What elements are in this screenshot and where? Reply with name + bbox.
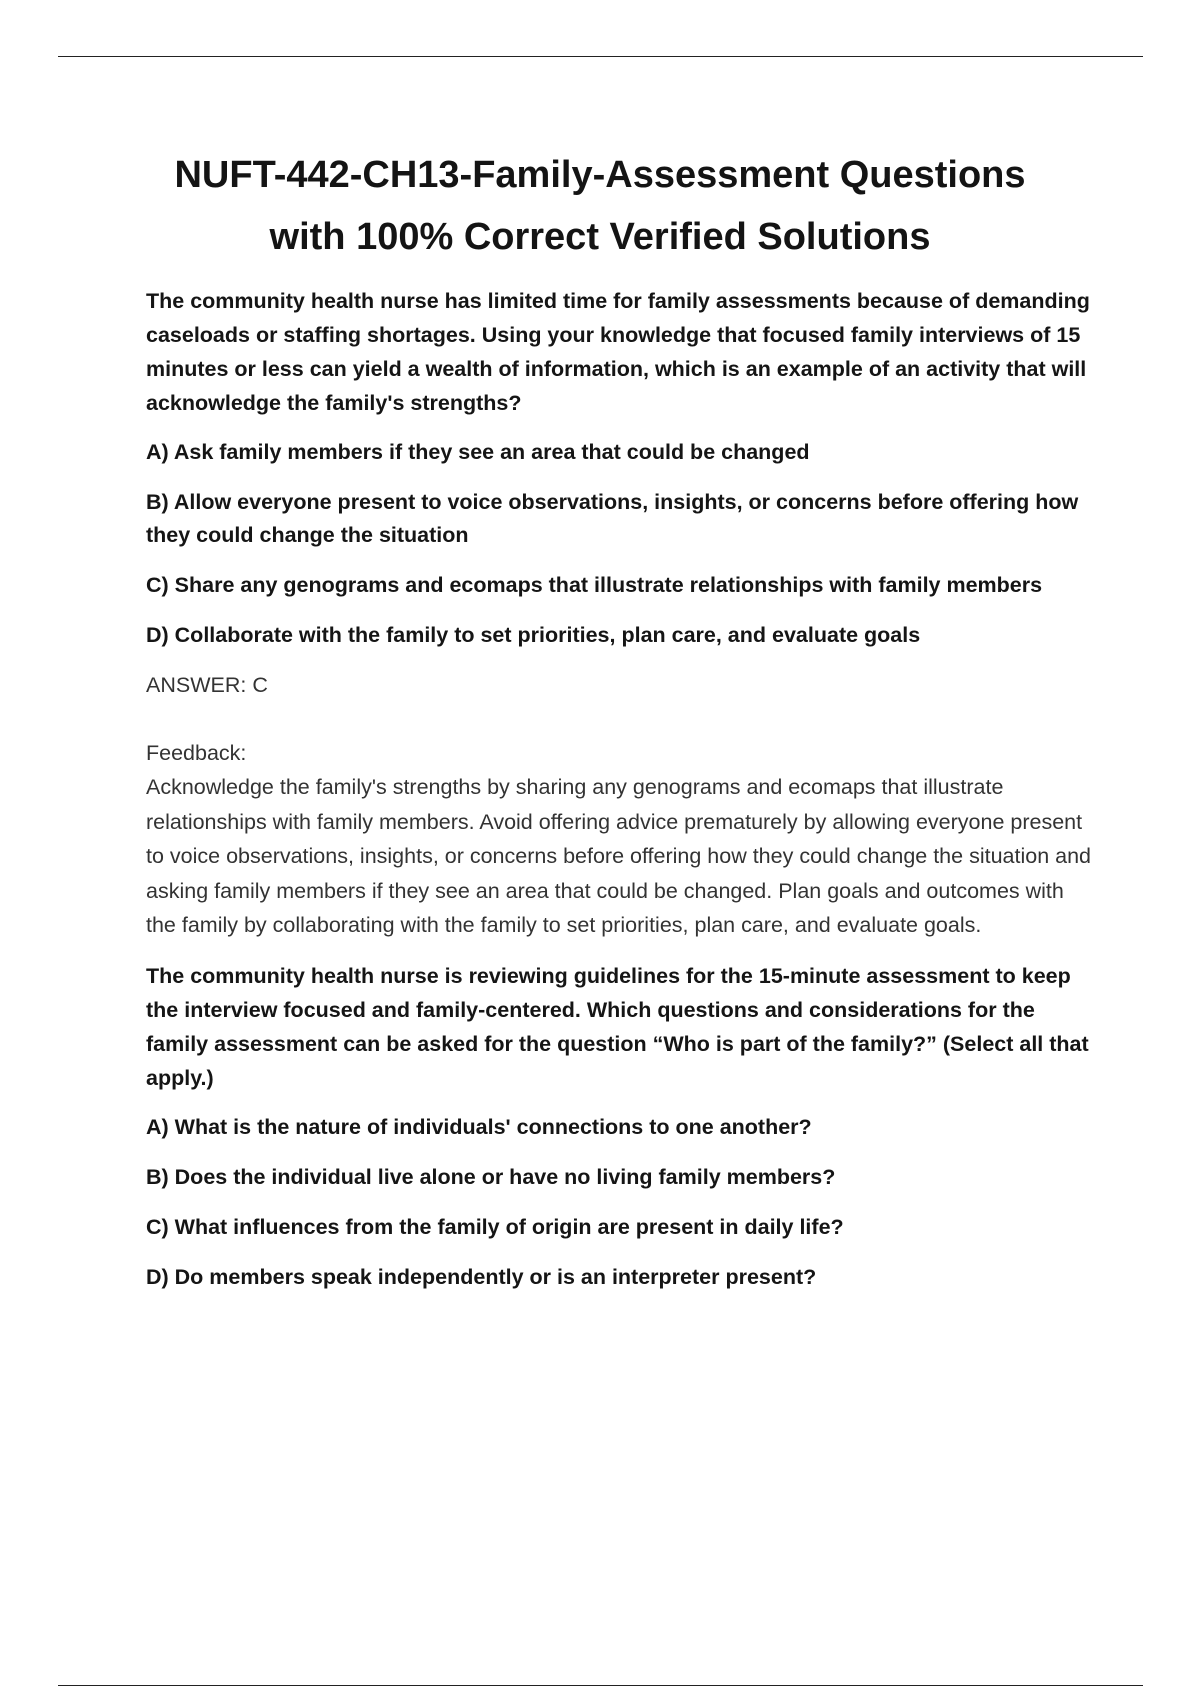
option-b: B) Does the individual live alone or have no living family members? [146, 1164, 836, 1189]
question-block-2 [146, 959, 1091, 1294]
option-d: D) Do members speak independently or is an interpreter present? [146, 1264, 817, 1289]
option-a: A) Ask family members if they see an area that could be changed [146, 440, 810, 464]
question-stem: The community health nurse is reviewing guidelines for the 15-minute assessment to keep the interview focused and family-centered. Which questions and considerations for the family assessment can be asked for the question “Who is part of the family?” (Select all that apply.) [146, 963, 1089, 1090]
page-title [100, 144, 1100, 268]
option-c: C) Share any genograms and ecomaps that illustrate relationships with family members [146, 573, 1043, 597]
document-body [146, 284, 1091, 1311]
option-a: A) What is the nature of individuals' connections to one another? [146, 1114, 812, 1139]
option-d: D) Collaborate with the family to set priorities, plan care, and evaluate goals [146, 623, 921, 647]
title-line-1: NUFT-442-CH13-Family-Assessment Questions [174, 154, 1026, 196]
top-rule [58, 56, 1143, 57]
option-b: B) Allow everyone present to voice observations, insights, or concerns before offering how they could change the situation [146, 490, 1079, 547]
question-stem: The community health nurse has limited time for family assessments because of demanding caseloads or staffing shortages. Using your knowledge that focused family interviews of 15 minutes or less can yield a wealth of information, which is an example of an activity that will acknowledge the family's strengths? [146, 289, 1090, 415]
bottom-rule [58, 1685, 1143, 1686]
feedback-label: Feedback: [146, 741, 247, 765]
answer-line: ANSWER: C [146, 673, 268, 697]
feedback-text: Acknowledge the family's strengths by sharing any genograms and ecomaps that illustrate relationships with family members. Avoid offering advice prematurely by allowing everyone present to voice observations, insights, or concerns before offering how they could change the situation and asking family members if they see an area that could be changed. Plan goals and outcomes with the family by collaborating with the family to set priorities, plan care, and evaluate goals. [146, 775, 1091, 937]
question-block-1 [146, 284, 1091, 943]
option-c: C) What influences from the family of origin are present in daily life? [146, 1214, 844, 1239]
title-line-2: with 100% Correct Verified Solutions [269, 216, 931, 258]
